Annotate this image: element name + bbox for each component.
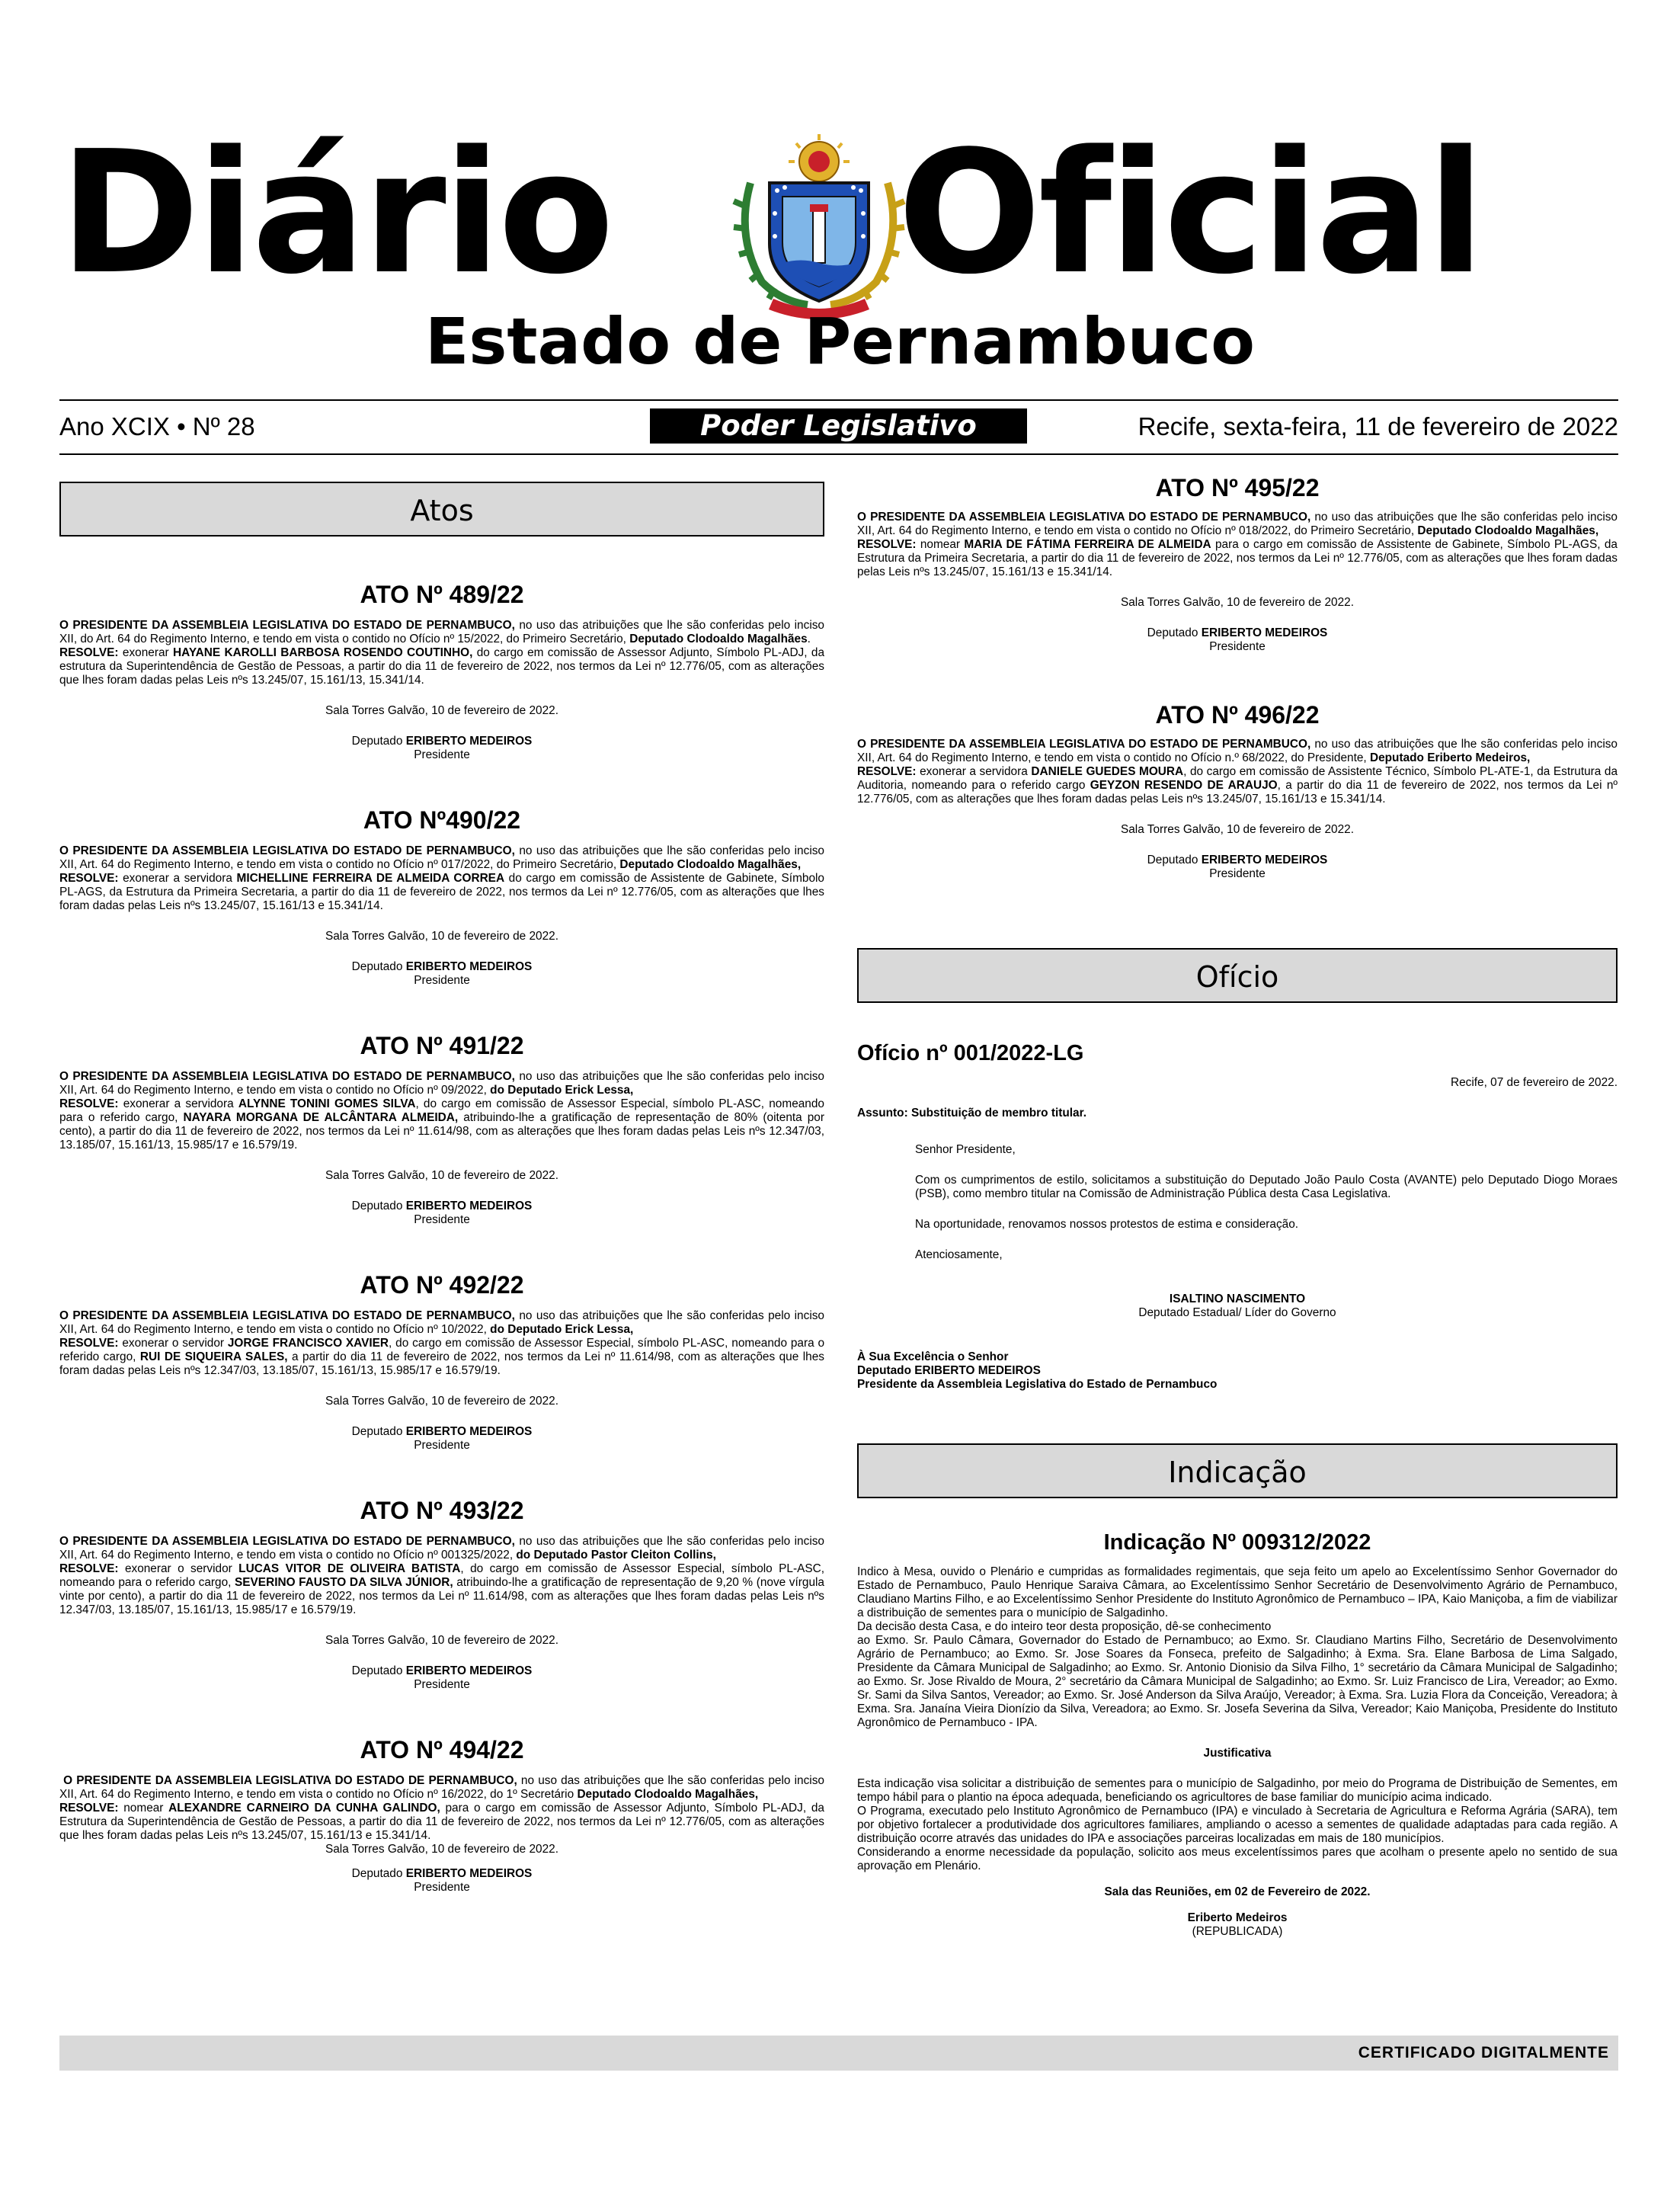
signature-line: Deputado ERIBERTO MEDEIROS (351, 1664, 533, 1677)
section-oficio-header: Ofício (857, 948, 1618, 1003)
branch-label: Poder Legislativo (650, 408, 1027, 444)
indicacao-justificativa-title: Justificativa (1203, 1747, 1272, 1760)
ato-title: ATO Nº 495/22 (1155, 474, 1320, 501)
oficio-subject: Assunto: Substituição de membro titular. (857, 1107, 1087, 1120)
ato-body: O PRESIDENTE DA ASSEMBLEIA LEGISLATIVA DO ESTADO DE PERNAMBUCO, no uso das atribuições que lhe são conferidas pelo inciso XII, Art. 64 do Regimento Interno, e tendo em vista o contido no Ofício n.º 68/2022, do Presidente, Deputado Eriberto Medeiros, RESOLVE: exonerar a servidora DANIELE GUEDES MOURA, do cargo em comissão de Assistente Técnico, Símbolo PL-ATE-1, da Estrutura da Auditoria, nomeando para o referido cargo GEYZON RESENDO DE ARAUJO, a partir do dia 11 de fevereiro de 2022, nos termos da Lei nº 12.776/05, com as alterações que lhes foram dadas pelas Leis nºs 13.245/07, 15.161/13 e 15.341/14. (857, 738, 1618, 806)
indicacao-p2: Da decisão desta Casa, e do inteiro teor desta proposição, dê-se conhecimento (857, 1620, 1272, 1633)
ato-body: O PRESIDENTE DA ASSEMBLEIA LEGISLATIVA DO ESTADO DE PERNAMBUCO, no uso das atribuições que lhe são conferidas pelo inciso XII, Art. 64 do Regimento Interno, e tendo em vista o contido no Ofício nº 018/2022, do Primeiro Secretário, Deputado Clodoaldo Magalhães, RESOLVE: nomear MARIA DE FÁTIMA FERREIRA DE ALMEIDA para o cargo em comissão de Assistente de Gabinete, Símbolo PL-AGS, da Estrutura da Primeira Secretaria, a partir do dia 11 de fevereiro de 2022, nos termos da Lei nº 12.776/05, com as alterações que lhes foram dadas pelas Leis nºs 13.245/07, 15.161/13 e 15.341/14. (857, 511, 1618, 578)
sala-line: Sala Torres Galvão, 10 de fevereiro de 2022. (325, 704, 558, 717)
oficio-signer-role: Deputado Estadual/ Líder do Governo (1138, 1306, 1336, 1319)
bottom-rule (59, 453, 1618, 455)
indicacao-p3: ao Exmo. Sr. Paulo Câmara, Governador do Estado de Pernambuco; ao Exmo. Sr. Claudiano Martins Filho, Secretário de Desenvolvimento Agrário de Pernambuco; ao Exmo. Sr. Jose Soares da Fonseca, prefeito de Salgadinho; à Exma. Sra. Elane Barbosa de Lima Salgado, Presidente da Câmara Municipal de Salgadinho; ao Exmo. Sr. Antonio Dionisio da Silva Filho, 1° secretário da Câmara Municipal de Salgadinho; ao Exmo. Sr. Jose Rivaldo de Moura, 2° secretário da Câmara Municipal de Salgadinho; ao Exmo. Sr. Luiz Francisco de Lira, Vereador; ao Exmo. Sr. Sami da Silva Santos, Vereador; ao Exmo. Sr. José Anderson da Silva Araújo, Vereador; à Exma. Sra. Luzia Flora da Conceição, Vereadora; à Exma. Sra. Janaína Vieira Dionízio da Silva, Vereadora; ao Exmo. Sr. Josefa Severina da Silva, Vereador; Kaio Maniçoba, Presidente do Instituto Agronômico de Pernambuco - IPA. (857, 1634, 1618, 1729)
ato-title: ATO Nº 494/22 (360, 1736, 524, 1763)
oficio-recipient-3: Presidente da Assembleia Legislativa do Estado de Pernambuco (857, 1378, 1218, 1391)
ato-title: ATO Nº 493/22 (360, 1497, 524, 1524)
ato-title: ATO Nº 491/22 (360, 1032, 524, 1059)
pernambuco-coat-of-arms-icon (728, 130, 910, 320)
digital-certificate-label: CERTIFICADO DIGITALMENTE (1358, 2044, 1609, 2061)
ato-title: ATO Nº 492/22 (360, 1271, 524, 1299)
right-column (857, 472, 1618, 1939)
sala-line: Sala Torres Galvão, 10 de fevereiro de 2022. (1120, 596, 1354, 609)
sala-line: Sala Torres Galvão, 10 de fevereiro de 2022. (325, 1395, 558, 1408)
top-rule (59, 399, 1618, 401)
ato-body: O PRESIDENTE DA ASSEMBLEIA LEGISLATIVA DO ESTADO DE PERNAMBUCO, no uso das atribuições que lhe são conferidas pelo inciso XII, Art. 64 do Regimento Interno, e tendo em vista o contido no Ofício nº 10/2022, do Deputado Erick Lessa, RESOLVE: exonerar o servidor JORGE FRANCISCO XAVIER, do cargo em comissão de Assessor Especial, símbolo PL-ASC, nomeando para o referido cargo, RUI DE SIQUEIRA SALES, a partir do dia 11 de fevereiro de 2022, nos termos da Lei nº 11.614/98, com as alterações que lhes foram dadas pelas Leis nºs 12.347/03, 13.185/07, 15.161/13, 15.985/17 e 16.579/19. (59, 1309, 824, 1377)
ato-body: O PRESIDENTE DA ASSEMBLEIA LEGISLATIVA DO ESTADO DE PERNAMBUCO, no uso das atribuições que lhe são conferidas pelo inciso XII, Art. 64 do Regimento Interno, e tendo em vista o contido no Ofício nº 017/2022, do Primeiro Secretário, Deputado Clodoaldo Magalhães, RESOLVE: exonerar a servidora MICHELLINE FERREIRA DE ALMEIDA CORREA do cargo em comissão de Assistente de Gabinete, Símbolo PL-AGS, da Estrutura da Primeira Secretaria, a partir do dia 11 de fevereiro de 2022, nos termos da Lei nº 12.776/05, com as alterações que lhes foram dadas pelas Leis nºs 13.245/07, 15.161/13 e 15.341/14. (59, 844, 824, 912)
ato-492 (59, 1270, 824, 1453)
ato-body: O PRESIDENTE DA ASSEMBLEIA LEGISLATIVA DO ESTADO DE PERNAMBUCO, no uso das atribuições que lhe são conferidas pelo inciso XII, Art. 64 do Regimento Interno, e tendo em vista o contido no Ofício nº 001325/2022, do Deputado Pastor Cleiton Collins, RESOLVE: exonerar o servidor LUCAS VITOR DE OLIVEIRA BATISTA, do cargo em comissão de Assessor Especial, símbolo PL-ASC, nomeando para o referido cargo, SEVERINO FAUSTO DA SILVA JÚNIOR, atribuindo-lhe a gratificação de representação de 9,20 % (nove vírgula vinte por cento), a partir do dia 11 de fevereiro de 2022, nos termos da Lei nº 11.614/98, com as alterações que lhes foram dadas pelas Leis nºs 12.347/03, 13.185/07, 15.161/13, 15.985/17 e 16.579/19. (59, 1535, 824, 1616)
ato-body: O PRESIDENTE DA ASSEMBLEIA LEGISLATIVA DO ESTADO DE PERNAMBUCO, no uso das atribuições que lhe são conferidas pelo inciso XII, do Art. 64 do Regimento Interno, e tendo em vista o contido no Ofício nº 15/2022, do Primeiro Secretário, Deputado Clodoaldo Magalhães. RESOLVE: exonerar HAYANE KAROLLI BARBOSA ROSENDO COUTINHO, do cargo em comissão de Assessor Adjunto, Símbolo PL-ADJ, da estrutura da Superintendência de Gestão de Pessoas, a partir do dia 11 de fevereiro de 2022, nos termos da Lei nº 12.776/05, com as alterações que lhes foram dadas pelas Leis nºs 13.245/07, 15.161/13, 15.341/14. (59, 619, 824, 687)
edition-number: Ano XCIX • Nº 28 (59, 412, 255, 440)
sala-line: Sala Torres Galvão, 10 de fevereiro de 2022. (1120, 823, 1354, 836)
footer-bar (59, 2036, 1618, 2071)
indicacao-j2: O Programa, executado pelo Instituto Agronômico de Pernambuco (IPA) e vinculado à Secretaria de Agricultura e Reforma Agrária (SARA), tem por objetivo fortalecer a produtividade dos agricultores familiares, ampliando o acesso a sementes de qualidade adaptadas para cada região. A distribuição ocorre através das unidades do IPA e associações parceiras localizadas em mais de 180 municípios. (857, 1805, 1618, 1845)
oficio-signer: ISALTINO NASCIMENTO (1169, 1292, 1306, 1305)
info-bar (59, 404, 1618, 450)
ato-title: ATO Nº490/22 (363, 806, 521, 834)
oficio-date: Recife, 07 de fevereiro de 2022. (1450, 1076, 1618, 1089)
indicacao-note: (REPUBLICADA) (1192, 1925, 1283, 1938)
ato-title: ATO Nº 496/22 (1155, 701, 1320, 729)
ato-489 (59, 579, 824, 762)
ato-494 (59, 1735, 824, 1895)
sala-line: Sala Torres Galvão, 10 de fevereiro de 2022. (325, 930, 558, 943)
ato-title: ATO Nº 489/22 (360, 581, 524, 608)
ato-493 (59, 1495, 824, 1692)
masthead-subtitle: Estado de Pernambuco (424, 304, 1256, 379)
indicacao-title: Indicação Nº 009312/2022 (1103, 1530, 1371, 1555)
signature-line: Deputado ERIBERTO MEDEIROS (351, 1200, 533, 1212)
oficio-closing: Atenciosamente, (915, 1248, 1003, 1261)
indicacao-p1: Indico à Mesa, ouvido o Plenário e cumpridas as formalidades regimentais, que seja feito um apelo ao Excelentíssimo Senhor Governador do Estado de Pernambuco, Paulo Henrique Saraiva Câmara, ao Excelentíssimo Senhor Secretário de Desenvolvimento Agrário de Pernambuco, Claudiano Martins Filho, e ao Excelentíssimo Senhor Presidente do Instituto Agronômico de Pernambuco – IPA, Kaio Maniçoba, a fim de viabilizar a distribuição de sementes para o município de Salgadinho. (857, 1565, 1618, 1619)
masthead-title-left: Diário (59, 115, 612, 312)
signature-line: Deputado ERIBERTO MEDEIROS (351, 1425, 533, 1438)
section-atos-header: Atos (59, 482, 824, 537)
oficio-recipient-1: À Sua Excelência o Senhor (857, 1350, 1009, 1363)
indicacao-sala: Sala das Reuniões, em 02 de Fevereiro de 2022. (1104, 1885, 1371, 1898)
publication-date: Recife, sexta-feira, 11 de fevereiro de 2022 (1138, 412, 1618, 440)
ato-495 (857, 472, 1618, 654)
indicacao-j1: Esta indicação visa solicitar a distribuição de sementes para o município de Salgadinho, por meio do Programa de Distribuição de Sementes, em tempo hábil para o plantio na época adequada, beneficiando os agricultores de base familiar do município acima indicado. (857, 1777, 1618, 1804)
masthead-title-right: Oficial (898, 115, 1482, 312)
sala-line: Sala Torres Galvão, 10 de fevereiro de 2022. (325, 1634, 558, 1647)
sala-line: Sala Torres Galvão, 10 de fevereiro de 2022. (325, 1169, 558, 1182)
signature-line: Deputado ERIBERTO MEDEIROS (1147, 854, 1328, 866)
oficio-body: Com os cumprimentos de estilo, solicitamos a substituição do Deputado João Paulo Costa (AVANTE) pelo Deputado Diogo Moraes (PSB), como membro titular na Comissão de Administração Pública desta Casa Legislativa. (915, 1174, 1618, 1200)
left-column (59, 472, 824, 1895)
ato-body: O PRESIDENTE DA ASSEMBLEIA LEGISLATIVA DO ESTADO DE PERNAMBUCO, no uso das atribuições que lhe são conferidas pelo inciso XII, Art. 64 do Regimento Interno, e tendo em vista o contido no Ofício nº 09/2022, do Deputado Erick Lessa, RESOLVE: exonerar a servidora ALYNNE TONINI GOMES SILVA, do cargo em comissão de Assessor Especial, símbolo PL-ASC, nomeando para o referido cargo, NAYARA MORGANA DE ALCÂNTARA ALMEIDA, atribuindo-lhe a gratificação de representação de 80% (oitenta por cento), a partir do dia 11 de fevereiro de 2022, nos termos da Lei nº 11.614/98, com as alterações que lhes foram dadas pelas Leis nºs 12.347/03, 13.185/07, 15.161/13, 15.985/17 e 16.579/19. (59, 1070, 824, 1152)
signature-role: Presidente (1209, 867, 1266, 880)
oficio-recipient-2: Deputado ERIBERTO MEDEIROS (857, 1364, 1041, 1377)
signature-line: Deputado ERIBERTO MEDEIROS (1147, 626, 1328, 639)
ato-body: O PRESIDENTE DA ASSEMBLEIA LEGISLATIVA DO ESTADO DE PERNAMBUCO, no uso das atribuições que lhe são conferidas pelo inciso XII, Art. 64 do Regimento Interno, e tendo em vista o contido no Ofício nº 16/2022, do 1º Secretário Deputado Clodoaldo Magalhães, RESOLVE: nomear ALEXANDRE CARNEIRO DA CUNHA GALINDO, para o cargo em comissão de Assessor Adjunto, Símbolo PL-ADJ, da Estrutura da Superintendência de Gestão de Pessoas, a partir do dia 11 de fevereiro de 2022, nos termos da Lei nº 12.776/05, com as alterações que lhes foram dadas pelas Leis nºs 13.245/07, 15.161/13 e 15.341/14. (59, 1774, 824, 1842)
signature-line: Deputado ERIBERTO MEDEIROS (351, 960, 533, 973)
signature-role: Presidente (414, 974, 470, 987)
signature-role: Presidente (414, 1678, 470, 1691)
indicacao-009312 (857, 1529, 1618, 1939)
oficio-protest: Na oportunidade, renovamos nossos protestos de estima e consideração. (915, 1218, 1299, 1231)
signature-role: Presidente (414, 1881, 470, 1894)
indicacao-signer: Eriberto Medeiros (1187, 1911, 1288, 1924)
signature-role: Presidente (414, 1439, 470, 1452)
signature-line: Deputado ERIBERTO MEDEIROS (351, 735, 533, 748)
signature-role: Presidente (414, 1213, 470, 1226)
section-indicacao-header: Indicação (857, 1443, 1618, 1498)
ato-490 (59, 805, 824, 988)
indicacao-j3: Considerando a enorme necessidade da população, solicito aos meus excelentíssimos pares que acolham o presente apelo no sentido de sua aprovação em Plenário. (857, 1846, 1618, 1872)
signature-line: Deputado ERIBERTO MEDEIROS (351, 1867, 533, 1880)
sala-line: Sala Torres Galvão, 10 de fevereiro de 2022. (325, 1843, 558, 1856)
oficio-title: Ofício nº 001/2022-LG (857, 1041, 1084, 1065)
oficio-greeting: Senhor Presidente, (915, 1143, 1016, 1156)
ato-491 (59, 1030, 824, 1227)
signature-role: Presidente (1209, 640, 1266, 653)
signature-role: Presidente (414, 748, 470, 761)
oficio-001 (857, 1039, 1618, 1392)
ato-496 (857, 700, 1618, 881)
